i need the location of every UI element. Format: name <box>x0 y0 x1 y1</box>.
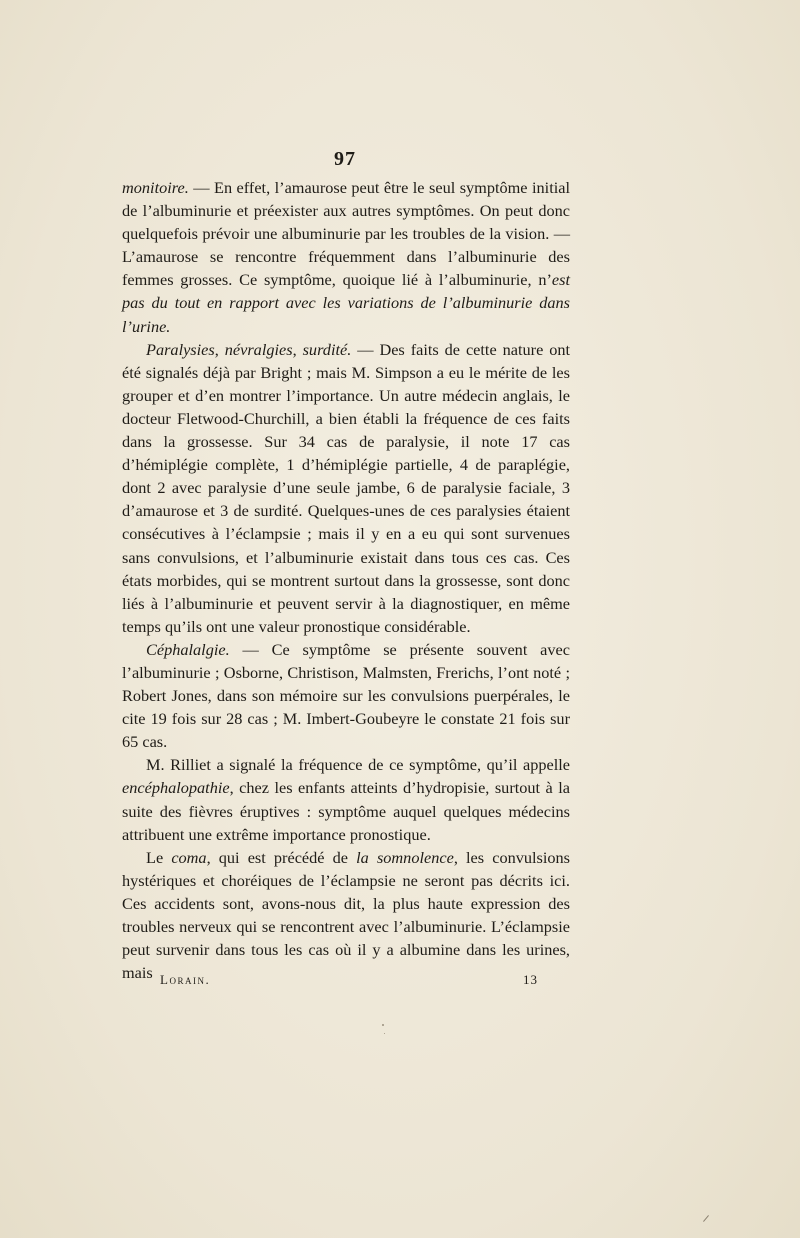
paragraph <box>122 846 570 985</box>
text-span: Le <box>146 847 172 867</box>
paragraph <box>122 753 570 845</box>
page-footer <box>160 972 538 988</box>
text-span: — Ce symptôme se présente souvent avec l’albuminurie ; Osborne, Christison, Malmsten, Frerichs, l’ont noté ; Robert Jones, dans son mémoire sur les convulsions puerpérales, le cite 19 fois sur 28 cas ; M. Imbert-Goubeyre le constate 21 fois sur 65 cas. <box>122 639 570 752</box>
text-span: Céphalalgie. <box>146 639 230 659</box>
text-span: , <box>292 339 303 359</box>
body-text <box>122 176 570 984</box>
text-span: M. Rilliet a signalé la fréquence de ce symptôme, qu’il appelle <box>146 755 570 775</box>
footer-author: Lorain. <box>160 972 211 987</box>
text-span: , qui est précédé de <box>206 847 357 867</box>
text-span: — En effet, l’amaurose peut être le seul symptôme initial de l’albuminurie et préexister aux autres symptômes. On peut donc quelquefois prévoir une albuminurie par les troubles de la vision. — L’amaurose se rencontre fréquemment dans l’albuminurie des femmes grosses. Ce symptôme, quoique lié à l’albuminurie, n’ <box>122 178 570 290</box>
footer-signature: 13 <box>523 972 538 987</box>
text-span: la somnolence <box>356 847 454 867</box>
paragraph <box>122 338 570 638</box>
pencil-mark <box>703 1215 709 1222</box>
text-span: , <box>214 339 225 359</box>
text-span: , les convulsions hystériques et choréiques de l’éclampsie ne seront pas décrits ici. Ces accidents sont, avons-nous dit, la plus haute expression des troubles nerveux qui se rencontrent avec l’albuminurie. L’éclampsie peut survenir dans tous les cas où il y a albumine dans les urines, mais <box>122 847 571 983</box>
text-span: surdité. <box>302 339 352 359</box>
paragraph <box>122 638 570 753</box>
text-span: névralgies <box>224 339 293 359</box>
text-span: encéphalopathie <box>122 778 230 798</box>
text-span: , chez les enfants atteints d’hydropisie, surtout à la suite des fièvres éruptives : symptôme auquel quelques médecins attribuent une extrême importance pronostique. <box>122 778 570 844</box>
page-number: 97 <box>334 148 356 170</box>
text-span: coma <box>171 847 207 867</box>
text-span: Paralysies <box>146 339 215 359</box>
paper-speck <box>382 1024 384 1026</box>
paper-speck <box>384 1033 385 1034</box>
text-span: est pas du tout en rapport avec les variations de l’albuminurie dans l’urine. <box>122 270 570 336</box>
text-span: monitoire. <box>122 178 189 197</box>
text-span: — Des faits de cette nature ont été signalés déjà par Bright ; mais M. Simpson a eu le mérite de les grouper et d’en montrer l’importance. Un autre médecin anglais, le docteur Fletwood-Churchill, a bien établi la fréquence de ces faits dans la grossesse. Sur 34 cas de paralysie, il note 17 cas d’hémiplégie complète, 1 d’hémiplégie partielle, 4 de paraplégie, dont 2 avec paralysie d’une seule jambe, 6 de paralysie faciale, 3 d’amaurose et 3 de surdité. Quelques-unes de ces paralysies étaient consécutives à l’éclampsie ; mais il y en a eu qui sont survenues sans convulsions, et l’albuminurie existait dans tous ces cas. Ces états morbides, qui se montrent surtout dans la grossesse, sont donc liés à l’albuminurie et peuvent servir à la diagnostiquer, en même temps qu’ils ont une valeur pronostique considérable. <box>122 339 571 636</box>
paragraph <box>122 176 570 338</box>
